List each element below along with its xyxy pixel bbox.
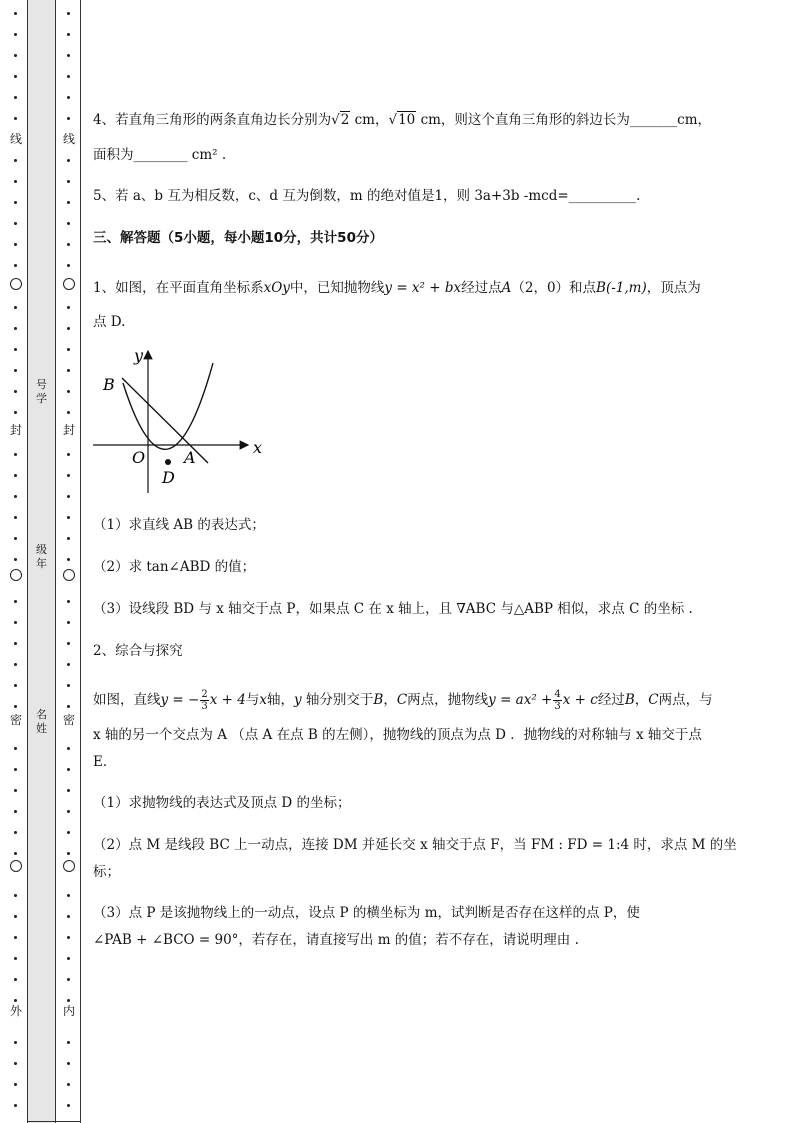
- binding-dot: [67, 222, 70, 225]
- binding-dot: [67, 411, 70, 414]
- binding-dot: [67, 768, 70, 771]
- binding-dot: [14, 159, 17, 162]
- binding-dot: [14, 537, 17, 540]
- binding-dot: [14, 978, 17, 981]
- binding-dot: [67, 1041, 70, 1044]
- p2-title: 2、综合与探究: [93, 643, 183, 659]
- label-student-number: 号学: [36, 378, 47, 405]
- section-title: 三、解答题（5小题，每小题10分，共计50分）: [93, 230, 383, 246]
- p2-line3: E．: [93, 754, 117, 770]
- binding-mark: 线: [9, 132, 22, 146]
- binding-dot: [67, 684, 70, 687]
- binding-dot: [14, 33, 17, 36]
- binding-dot: [67, 705, 70, 708]
- binding-dot: [67, 96, 70, 99]
- p1-intro-line2: 点 D.: [93, 314, 126, 330]
- p2-sub1: （1）求抛物线的表达式及顶点 D 的坐标；: [93, 795, 351, 811]
- binding-dot: [14, 12, 17, 15]
- label-o: O: [132, 448, 146, 467]
- p2-sub2-line1: （2）点 M 是线段 BC 上一动点，连接 DM 并延长交 x 轴交于点 F，当 FM : FD = 1:4 时，求点 M 的坐: [93, 837, 737, 853]
- parabola-figure: [90, 345, 270, 495]
- binding-mark: 线: [62, 132, 75, 146]
- binding-dot: [67, 558, 70, 561]
- binding-dot: [14, 327, 17, 330]
- binding-dot: [14, 999, 17, 1002]
- label-a: A: [184, 448, 196, 467]
- binding-dot: [67, 327, 70, 330]
- binding-dot: [67, 747, 70, 750]
- p1-sub1: （1）求直线 AB 的表达式；: [93, 517, 265, 533]
- binding-dot: [14, 810, 17, 813]
- binding-dot: [67, 1062, 70, 1065]
- binding-dot: [67, 621, 70, 624]
- binding-mark: 密: [62, 713, 75, 727]
- binding-column-right: [62, 0, 76, 1123]
- binding-dot: [67, 957, 70, 960]
- binding-dot: [14, 180, 17, 183]
- p2-sub2-line2: 标；: [93, 864, 120, 880]
- p2-line1: 如图，直线y = − $\frac{2}{3}$ x + 4与x轴，y 轴分别交于B，C两点，抛物线y = ax² + $\frac{4}{3}$ x + c经过B，C两点，与: [93, 689, 713, 712]
- binding-dot: [14, 789, 17, 792]
- binding-dot: [67, 999, 70, 1002]
- binding-dot: [14, 1041, 17, 1044]
- binding-dot: [14, 663, 17, 666]
- binding-dot: [67, 810, 70, 813]
- binding-dot: [14, 831, 17, 834]
- binding-dot: [14, 222, 17, 225]
- binding-dot: [67, 1104, 70, 1107]
- binding-dot: [67, 1083, 70, 1086]
- p2-line2: x 轴的另一个交点为 A （点 A 在点 B 的左侧），抛物线的顶点为点 D ．抛物线的对称轴与 x 轴交于点: [93, 727, 702, 743]
- binding-dot: [67, 936, 70, 939]
- binding-dot: [14, 348, 17, 351]
- binding-dot: [14, 915, 17, 918]
- binding-dot: [14, 600, 17, 603]
- binding-dot: [67, 915, 70, 918]
- p2-sub3-line2: ∠PAB + ∠BCO = 90°，若存在，请直接写出 m 的值；若不存在，请说明理由 .: [93, 932, 579, 948]
- binding-dot: [14, 936, 17, 939]
- binding-dot: [67, 642, 70, 645]
- binding-dot: [14, 264, 17, 267]
- label-x: x: [253, 438, 263, 457]
- binding-dot: [67, 537, 70, 540]
- binding-mark: 外: [9, 1004, 22, 1018]
- binding-dot: [67, 978, 70, 981]
- binding-dot: [67, 180, 70, 183]
- binding-dot: [14, 1062, 17, 1065]
- binding-dot: [14, 852, 17, 855]
- sqrt-10: 10: [398, 112, 416, 128]
- binding-dot: [67, 117, 70, 120]
- q5-text: 5、若 a、b 互为相反数，c、d 互为倒数，m 的绝对值是1，则 3a+3b -mcd=__________.: [93, 188, 641, 204]
- binding-dot: [67, 516, 70, 519]
- parabola-curve: [123, 363, 213, 449]
- binding-circle: [63, 860, 75, 872]
- binding-dot: [67, 474, 70, 477]
- binding-dot: [67, 159, 70, 162]
- binding-circle: [63, 278, 75, 290]
- binding-dot: [14, 1083, 17, 1086]
- binding-dot: [14, 474, 17, 477]
- binding-dot: [67, 390, 70, 393]
- binding-mark: 封: [9, 423, 22, 437]
- p1-sub3: （3）设线段 BD 与 x 轴交于点 P，如果点 C 在 x 轴上，且 ∇ABC 与△ABP 相似，求点 C 的坐标 .: [93, 601, 693, 617]
- binding-dot: [14, 621, 17, 624]
- binding-circle: [10, 569, 22, 581]
- binding-dot: [67, 75, 70, 78]
- binding-dot: [67, 12, 70, 15]
- binding-dot: [14, 957, 17, 960]
- binding-dot: [14, 117, 17, 120]
- binding-dot: [14, 453, 17, 456]
- binding-dot: [14, 1104, 17, 1107]
- binding-dot: [67, 201, 70, 204]
- label-b: B: [103, 375, 115, 394]
- binding-mark: 内: [62, 1004, 75, 1018]
- binding-dot: [14, 747, 17, 750]
- label-d: D: [162, 468, 175, 487]
- binding-dot: [67, 33, 70, 36]
- binding-dot: [14, 558, 17, 561]
- binding-dot: [67, 495, 70, 498]
- binding-dot: [14, 369, 17, 372]
- binding-margin: [0, 0, 82, 1123]
- p1-sub2: （2）求 tan∠ABD 的值；: [93, 559, 256, 575]
- binding-mark: 密: [9, 713, 22, 727]
- binding-dot: [67, 369, 70, 372]
- binding-dot: [14, 705, 17, 708]
- binding-dot: [14, 243, 17, 246]
- binding-dot: [67, 663, 70, 666]
- binding-rule: [80, 0, 81, 1123]
- binding-dot: [14, 768, 17, 771]
- binding-dot: [14, 495, 17, 498]
- binding-dot: [14, 684, 17, 687]
- binding-dot: [67, 453, 70, 456]
- fraction-2-3: $\frac{2}{3}$: [201, 689, 208, 712]
- binding-column-left: [9, 0, 23, 1123]
- binding-dot: [67, 831, 70, 834]
- binding-dot: [14, 96, 17, 99]
- label-name: 名姓: [36, 708, 47, 735]
- binding-dot: [14, 411, 17, 414]
- binding-dot: [67, 894, 70, 897]
- binding-dot: [67, 852, 70, 855]
- fraction-4-3: $\frac{4}{3}$: [554, 689, 561, 712]
- binding-dot: [67, 789, 70, 792]
- p2-sub3-line1: （3）点 P 是该抛物线上的一动点，设点 P 的横坐标为 m，试判断是否存在这样的点 P，使: [93, 905, 640, 921]
- sqrt-2: 2: [340, 112, 350, 128]
- binding-circle: [10, 860, 22, 872]
- binding-dot: [14, 54, 17, 57]
- binding-dot: [67, 243, 70, 246]
- binding-dot: [14, 642, 17, 645]
- binding-dot: [14, 75, 17, 78]
- p1-intro: 1、如图，在平面直角坐标系xOy中，已知抛物线y = x² + bx经过点A（2，0）和点B(-1,m)，顶点为: [93, 280, 701, 296]
- label-grade: 级年: [36, 543, 47, 570]
- binding-dot: [14, 390, 17, 393]
- vertex-point-d: [165, 459, 171, 465]
- binding-dot: [67, 54, 70, 57]
- binding-dot: [67, 600, 70, 603]
- label-y: y: [134, 346, 144, 365]
- q4-line1: 4、若直角三角形的两条直角边长分别为√2 cm，√10 cm，则这个直角三角形的斜边长为_______cm，: [93, 112, 712, 128]
- binding-circle: [10, 278, 22, 290]
- binding-dot: [14, 894, 17, 897]
- binding-circle: [63, 569, 75, 581]
- binding-dot: [14, 201, 17, 204]
- binding-mark: 封: [62, 423, 75, 437]
- binding-dot: [14, 516, 17, 519]
- binding-dot: [67, 264, 70, 267]
- binding-dot: [14, 306, 17, 309]
- q4-line2: 面积为________ cm² .: [93, 147, 227, 163]
- binding-dot: [67, 306, 70, 309]
- binding-dot: [67, 348, 70, 351]
